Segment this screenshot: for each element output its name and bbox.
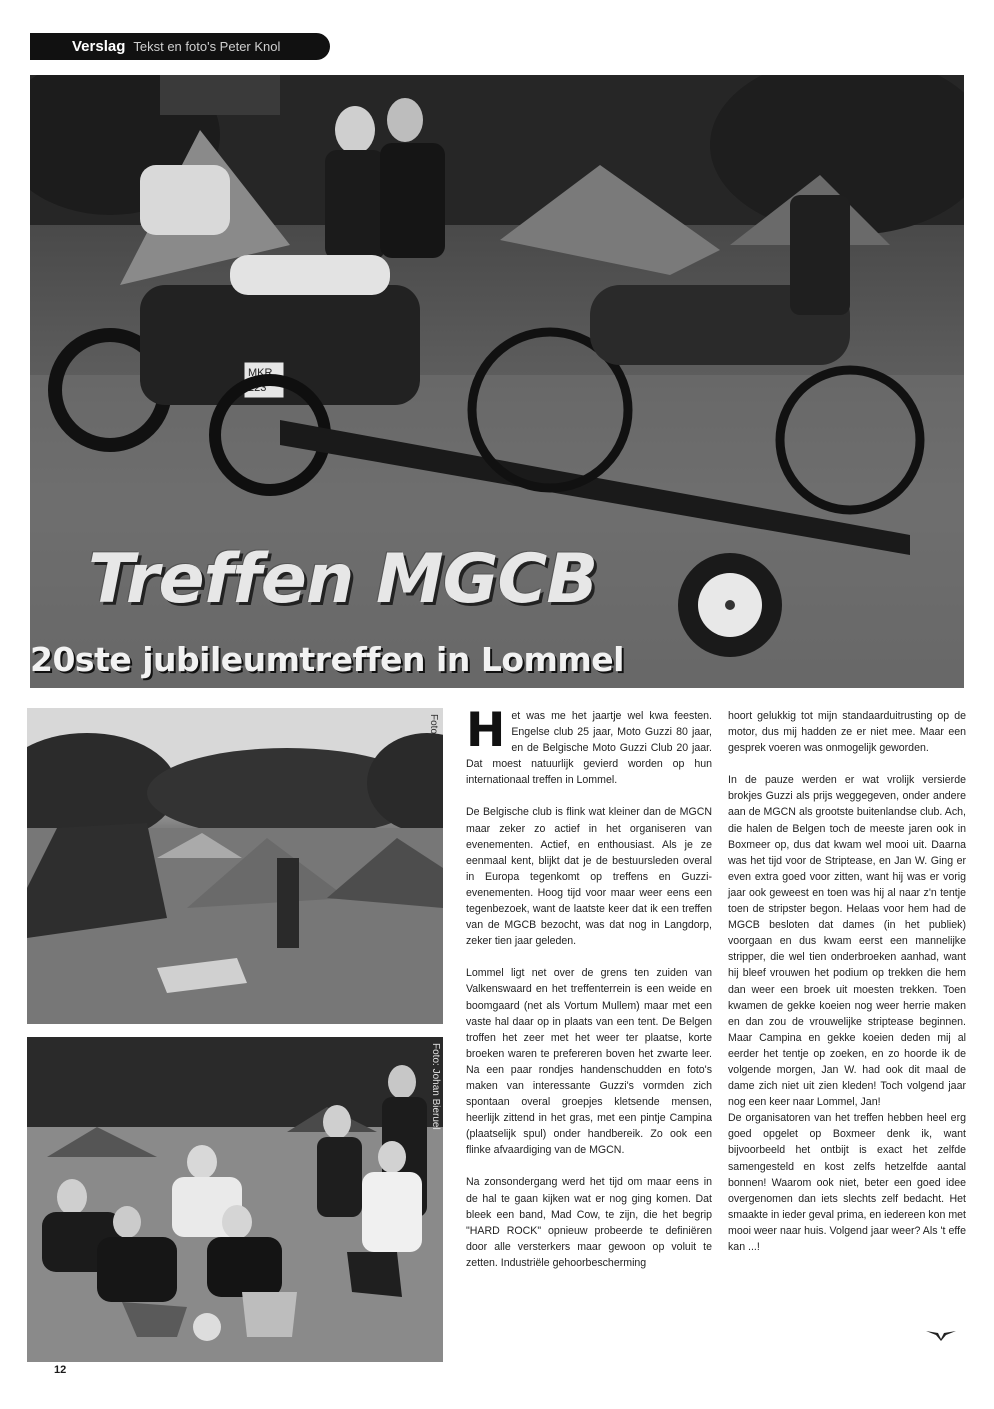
paragraph: hoort gelukkig tot mijn standaarduitrusting op de motor, dus mij hadden ze er niet mee. Maar een gesprek voeren was onmogelijk geworden. [728,710,966,755]
campsite-photo-illustration [27,708,443,1024]
plate-text-1: MKR [248,367,273,379]
group-photo-illustration [27,1037,443,1362]
paragraph: Lommel ligt net over de grens ten zuiden van Valkenswaard en het treffenterrein is een weide en boomgaard (net als Vortum Mullem) maar met een vaste hal daar op in plaats van een tent. De Belgen troffen het zeer met het weer ter plaatse, korte broeken waren te prefereren boven het zwarte leer. Na een paar rondjes handenschudden en foto's maken van interessante Guzzi's vormden zich spontaan overal groepjes kletsende mensen, heerlijk zittend in het gras, met een pintje Campina (plaatselijk spul) onder handbereik. Zo ook een flinke afvaardiging van de MGCN. [466,967,712,1157]
paragraph: In de pauze werden er wat vrolijk versierde brokjes Guzzi als prijs weggegeven, onder andere aan de MGCN als grootste buitenlandse club. Ach, die halen de Belgen toch de meeste jaren ook in Boxmeer op, dus dat kwam wel mooi uit. Daarna was het tijd voor de Striptease, en Jan W. Ging er even extra goed voor zitten, want hij was er vorig jaar ook geweest en toen was hij al naar z'n tentje toen de stripster begon. Helaas voor hem had de MGCB besloten dat dames (in het publiek) voorgaan en dus kwam eerst een mannelijke stripper, die wel tien onderbroeken aanhad, want hij bleef vrouwen het podium op trekken die hem dan weer een broek uit moesten trekken. Toen kwamen de gekke koeien nog weer herrie maken en dan zou de vrouwelijke striptease beginnen. Maar Campina en gekke koeien deden mij al eerder het tentje op zoeken, en zo hoorde ik de volgende morgen, Jan W. had ook dit maal de dame zich niet uit zien kleden! Toch volgend jaar nog een keer naar Lommel, Jan! [728,774,966,1109]
plate-text-2: 223 [248,382,267,394]
photo2-credit: Foto: Johan Bieruel [430,1043,441,1130]
paragraph-intro [466,703,712,788]
paragraph: De Belgische club is flink wat kleiner dan de MGCN maar zeker zo actief in het organiseren van evenementen. Actief, en enthousiast. Als je ze eenmaal kent, blijkt dat je de bestuursleden overal in Europa tegenkomt op treffens en Guzzi-evenementen. Hoog tijd voor maar weer eens een tegenbezoek, want de laatste keer dat ik een treffen van de MGCB bezocht, was dat nog in Langdorp, zeker tien jaar geleden. [466,806,712,948]
paragraph-intro-text: et was me het jaartje wel kwa feesten. Engelse club 25 jaar, Moto Guzzi 80 jaar, en de Belgische Moto Guzzi Club 20 jaar. Dat moest natuurlijk gevierd worden op hun internationaal treffen in Lommel. [466,710,712,787]
article-subtitle: 20ste jubileumtreffen in Lommel [30,640,624,679]
page-number: 12 [54,1364,67,1376]
campsite-photo [27,708,443,1024]
group-photo [27,1037,443,1362]
section-label: Verslag [72,38,126,55]
photo1-credit: Foto [428,714,439,735]
club-eagle-logo-icon [926,1329,956,1341]
paragraph: De organisatoren van het treffen hebben heel erg goed opgelet op Boxmeer denk ik, want bijvoorbeeld het ontbijt is exact het zelfde samengesteld en kost zelfs hetzelfde aantal bonnen! Waarom ook niet, beter een goed idee overgenomen dan iets slechts zelf bedacht. Het smaakte in ieder geval prima, en iedereen kon met mooi weer naar huis. Volgend jaar weer? Als 't effe kan ...! [728,1112,966,1253]
section-header [30,33,330,60]
author-credit: Tekst en foto's Peter Knol [133,39,281,54]
paragraph: Na zonsondergang werd het tijd om maar eens in de hal te gaan kijken wat er nog ging komen. Dat bleek een band, Mad Cow, te zijn, die het begrip "HARD ROCK" opnieuw probeerde te definiëren door alle versterkers maar gewoon op voluit te zetten. Industriële gehoorbescherming [466,1176,712,1269]
article-title: Treffen MGCB [88,540,598,619]
article-column-right [728,708,966,1271]
drop-cap: H [466,703,506,758]
article-column-middle [466,703,712,1271]
